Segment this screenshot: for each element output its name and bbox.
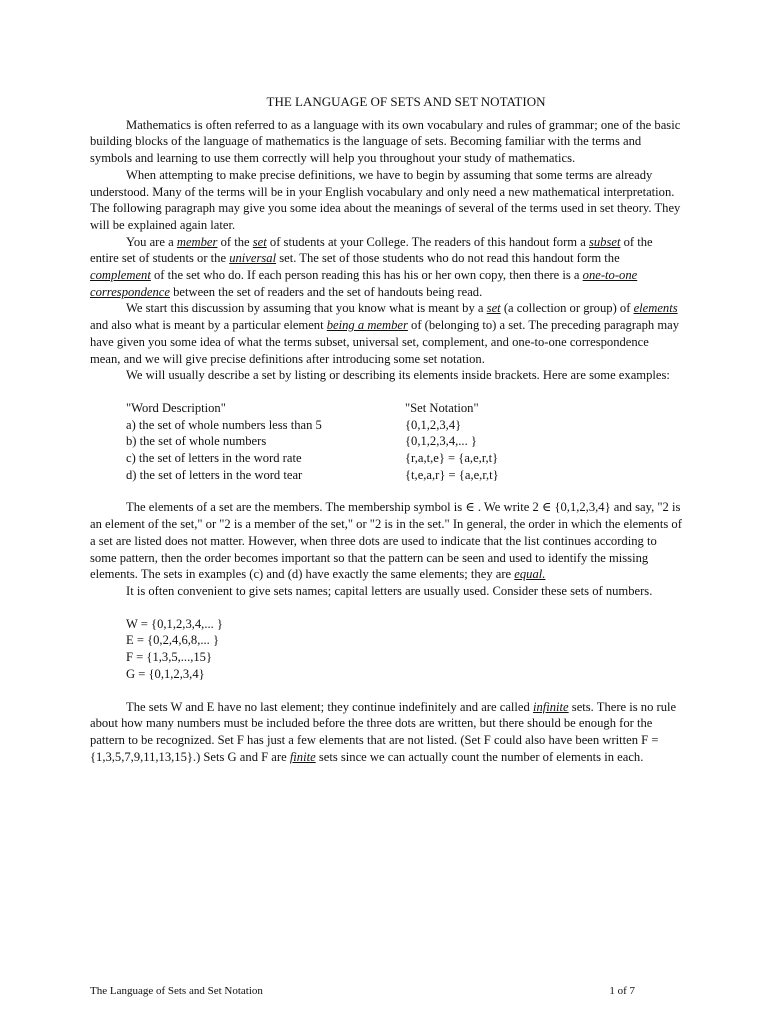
table-row <box>126 450 499 467</box>
document-title: THE LANGUAGE OF SETS AND SET NOTATION <box>266 94 546 109</box>
text-run: between the set of readers and the set of handouts being read. <box>169 284 483 299</box>
text-run: The sets W and E have no last element; they continue indefinitely and are called <box>126 699 533 714</box>
paragraph-intro: Mathematics is often referred to as a language with its own vocabulary and rules of grammar; one of the basic building blocks of the language of mathematics is the language of sets. Becoming familiar with the terms and symbols and learning to use them correctly will help you throughout your study of mathematics. <box>90 117 681 166</box>
row-notation: {0,1,2,3,4} <box>405 417 462 432</box>
term-elements: elements <box>633 301 678 316</box>
row-description: a) the set of whole numbers less than 5 <box>126 417 322 432</box>
spacer <box>90 683 682 699</box>
text-run: (a collection or group) of <box>500 301 634 316</box>
table-row <box>126 433 499 450</box>
term-equal: equal. <box>514 567 546 582</box>
table-header-row <box>126 400 499 417</box>
text-run: sets. There is no rule about how many numbers must be included before the three dots are written, but there should be enough for the pattern to be recognized. Set F has just a few elements that are not listed. (Set F could also have been written F = {1,3,5,7,9,11,13,15}.) Sets G and F are <box>90 699 677 764</box>
list-item: F = {1,3,5,...,15} <box>126 650 213 665</box>
term-finite: finite <box>289 749 316 764</box>
text-run: of the <box>217 234 253 249</box>
text-run: of (belonging to) a set. The preceding paragraph may have given you some idea of what the terms subset, universal set, complement, and one-to-one correspondence mean, and we will give precise definitions after introducing some set notation. <box>90 318 680 366</box>
row-description: c) the set of letters in the word rate <box>126 451 302 466</box>
term-universal: universal <box>229 251 277 266</box>
paragraph-definitions: When attempting to make precise definitions, we have to begin by assuming that some terms are already understood. Many of the terms will be in your English vocabulary and only need a new mathematical interpretation. The following paragraph may give you some idea about the meanings of several of the terms used in set theory. They will be explained again later. <box>90 167 681 232</box>
text-run: of the entire set of students or the <box>90 234 653 266</box>
spacer <box>90 384 682 400</box>
term-member: member <box>176 234 218 249</box>
term-subset: subset <box>588 234 621 249</box>
paragraph-naming: It is often convenient to give sets names; capital letters are usually used. Consider these sets of numbers. <box>126 583 653 598</box>
paragraph-terms <box>90 234 682 301</box>
paragraph-discussion <box>90 300 682 367</box>
header-word-description: "Word Description" <box>126 400 226 415</box>
page-footer <box>90 983 635 1000</box>
text-run: of students at your College. The readers of this handout form a <box>266 234 589 249</box>
text-run: sets since we can actually count the number of elements in each. <box>315 749 644 764</box>
term-complement: complement <box>90 268 151 283</box>
paragraph-membership <box>90 499 682 583</box>
list-item: W = {0,1,2,3,4,... } <box>126 616 223 631</box>
term-one-to-one: one-to-one correspondence <box>90 268 638 299</box>
text-run: and also what is meant by a particular element <box>90 318 327 333</box>
examples-table <box>126 400 499 484</box>
header-set-notation: "Set Notation" <box>405 400 479 415</box>
text-run: You are a <box>126 234 177 249</box>
text-run: of the set who do. If each person reading this has his or her own copy, then there is a <box>150 268 583 283</box>
spacer <box>90 483 682 499</box>
named-sets-list <box>126 616 682 683</box>
footer-page-number: 1 of 7 <box>609 985 635 997</box>
table-row <box>126 417 499 434</box>
table-row <box>126 467 499 484</box>
term-set: set <box>252 234 267 249</box>
row-description: b) the set of whole numbers <box>126 434 267 449</box>
term-infinite: infinite <box>532 699 569 714</box>
term-set: set <box>486 301 501 316</box>
footer-document-title: The Language of Sets and Set Notation <box>90 985 263 997</box>
list-item: G = {0,1,2,3,4} <box>126 666 205 681</box>
paragraph-infinite-finite <box>90 699 682 766</box>
list-item: E = {0,2,4,6,8,... } <box>126 633 220 648</box>
paragraph-describe: We will usually describe a set by listing or describing its elements inside brackets. Here are some examples: <box>126 368 670 383</box>
row-notation: {0,1,2,3,4,... } <box>405 434 477 449</box>
row-description: d) the set of letters in the word tear <box>126 467 303 482</box>
spacer <box>90 600 682 616</box>
text-run: We start this discussion by assuming that you know what is meant by a <box>126 301 487 316</box>
text-run: The elements of a set are the members. The membership symbol is ∈ . We write 2 ∈ {0,1,2,3,4} and say, "2 is an element of the set," or "2 is a member of the set," or "2 is in the set." In general, the order in which the elements of a set are listed does not matter. However, when three dots are used to indicate that the list continues according to some pattern, then the order becomes important so that the pattern can be seen and used to identify the missing elements. The sets in examples (c) and (d) have exactly the same elements; they are <box>90 500 682 582</box>
text-run: set. The set of those students who do not read this handout form the <box>276 251 620 266</box>
row-notation: {t,e,a,r} = {a,e,r,t} <box>405 467 499 482</box>
term-being-a-member: being a member <box>326 318 408 333</box>
row-notation: {r,a,t,e} = {a,e,r,t} <box>405 451 499 466</box>
document-page <box>90 94 682 765</box>
